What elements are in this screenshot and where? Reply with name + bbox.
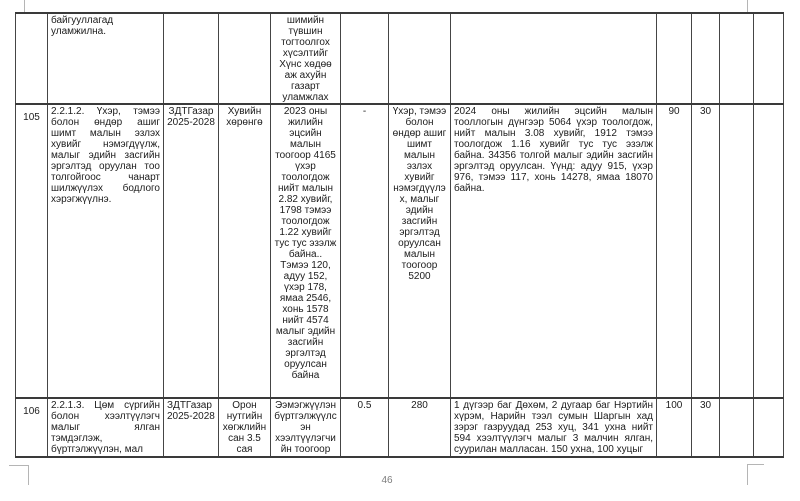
agency-cell [164,13,219,104]
table-row-continuation [16,13,784,104]
baseline-cell: Ээмэгжүүлэн бүртгэлжүүлсэн хээлтүүлэгчийн тоогоор [271,398,341,457]
baseline-cell: шимийн түвшин тогтоолгох хүсэлтийг Хүнс хөдөө аж ахуйн газарт уламжлах [271,13,341,104]
baseline-cell: 2023 оны жилийн эцсийн малын тоогоор 4165 үхэр тоологдож нийт малын 2.82 хувийг, 1798 тэмээ тоологдож 1.22 хувийг тус тус эзэлж байна.. Тэмээ 120, адуу 152, үхэр 178, ямаа 2546, хонь 1578 нийт 4574 малыг эдийн засгийн эргэлтэд оруулсан байна [271,104,341,398]
funding-cell [219,13,271,104]
funding-cell: Орон нутгийн хөгжлийн сан 3.5 сая [219,398,271,457]
target-cell [389,13,451,104]
table-row-105 [16,104,784,398]
weight-cell [341,13,389,104]
row-number-cell: 105 [16,104,48,398]
score-cell [692,13,720,104]
activity-cell: 2.2.1.2. Үхэр, тэмээ болон өндөр ашиг шимт малын эзлэх хувийг нэмэгдүүлж, малыг эдийн засгийн эргэлтэд оруулан тоо толгойгоос чанарт шилжүүлэх бодлого хэрэгжүүлнэ. [48,104,164,398]
row-number-cell: 106 [16,398,48,457]
funding-cell: Хувийн хөрөнгө [219,104,271,398]
empty-cell [720,13,754,104]
empty-cell [720,398,754,457]
score-cell: 30 [692,398,720,457]
table-row-106 [16,398,784,457]
agency-cell: ЗДТГазар 2025-2028 [164,104,219,398]
target-cell: Үхэр, тэмээ болон өндөр ашиг шимт малын эзлэх хувийг нэмэгдүүлэх, малыг эдийн засгийн эргэлтэд оруулсан малын тоогоор 5200 [389,104,451,398]
empty-cell [754,13,784,104]
margin-mark-top-left [24,0,25,12]
empty-cell [754,398,784,457]
margin-mark-bottom-left [9,465,29,485]
activity-cell: 2.2.1.3. Цөм сүргийн болон хээлтүүлэгч малыг ялган тэмдэглэж, бүртгэлжүүлэн, мал [48,398,164,457]
activity-cell: байгууллагад уламжилна. [48,13,164,104]
margin-mark-bottom-right [747,464,764,485]
score-cell: 30 [692,104,720,398]
result-cell: 1 дүгээр баг Дөхөм, 2 дугаар баг Нэртийн хүрэм, Нарийн тээл сумын Шаргын хад зэрэг газруудад 253 хуц, 341 ухна нийт 594 хээлтүүлэгч малыг 3 малчин ялган, суурилан малласан. 150 ухна, 100 хуцыг [451,398,657,457]
agency-cell: ЗДТГазар 2025-2028 [164,398,219,457]
action-plan-table [15,12,784,458]
margin-mark-top-right [747,0,748,12]
empty-cell [720,104,754,398]
score-cell: 90 [657,104,692,398]
score-cell [657,13,692,104]
result-cell [451,13,657,104]
target-cell: 280 [389,398,451,457]
weight-cell: - [341,104,389,398]
page-number: 46 [381,475,393,486]
result-cell: 2024 оны жилийн эцсийн малын тооллогын дүнгээр 5064 үхэр тоологдож, нийт малын 3.08 хувийг, 1912 тэмээ тоологдож 1.16 хувийг тус тус эзэлж байна. 34356 толгой малыг эдийн засгийн эргэлтэд оруулсан. Үүнд: адуу 915, үхэр 976, тэмээ 117, хонь 14278, ямаа 18070 байна. [451,104,657,398]
weight-cell: 0.5 [341,398,389,457]
empty-cell [754,104,784,398]
score-cell: 100 [657,398,692,457]
row-number-cell [16,13,48,104]
